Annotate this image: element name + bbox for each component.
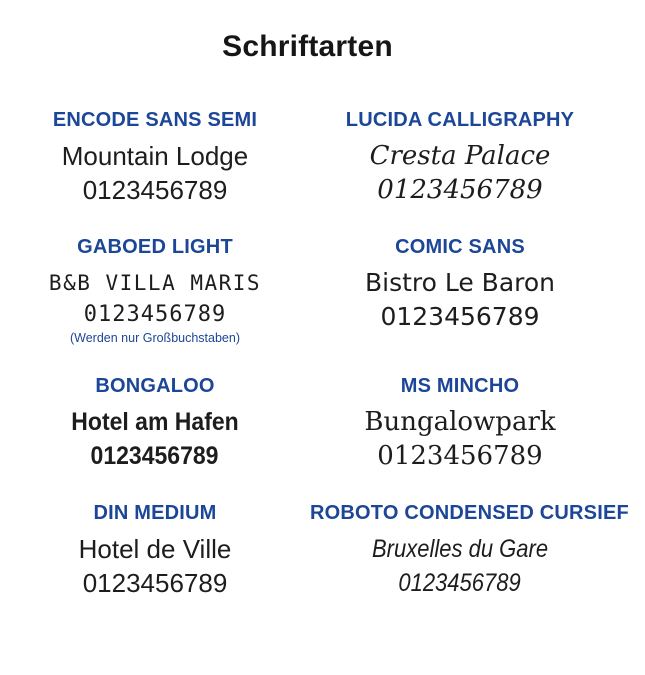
font-sample-digits: 0123456789 bbox=[82, 175, 228, 205]
font-sample-text: Bruxelles du Gare bbox=[371, 535, 549, 563]
font-sample-text: Hotel am Hafen bbox=[71, 408, 239, 436]
font-sample-digits: 0123456789 bbox=[82, 568, 228, 598]
font-sample-ms-mincho bbox=[310, 374, 610, 473]
font-sample-text: Cresta Palace bbox=[369, 141, 551, 171]
font-sample-encode-sans-semi bbox=[0, 108, 310, 207]
font-sample-text: Hotel de Ville bbox=[78, 534, 232, 564]
font-sample-digits: 0123456789 bbox=[377, 175, 543, 205]
font-name-label: ENCODE SANS SEMI bbox=[52, 109, 258, 131]
font-sample-digits: 0123456789 bbox=[377, 441, 543, 471]
font-name-label: DIN MEDIUM bbox=[93, 502, 217, 524]
font-sample-text: B&B VILLA MARIS bbox=[48, 271, 262, 295]
font-name-label: ROBOTO CONDENSED CURSIEF bbox=[310, 502, 629, 524]
font-sample-lucida-calligraphy bbox=[310, 108, 610, 207]
font-name-label: LUCIDA CALLIGRAPHY bbox=[345, 109, 575, 131]
font-sample-grid bbox=[0, 108, 645, 600]
font-sample-digits: 0123456789 bbox=[83, 302, 227, 327]
font-sample-text: Bungalowpark bbox=[364, 407, 556, 437]
font-name-label: COMIC SANS bbox=[395, 236, 525, 258]
font-sample-bongaloo bbox=[0, 374, 310, 473]
font-name-label: MS MINCHO bbox=[400, 375, 520, 397]
font-sample-comic-sans bbox=[310, 235, 610, 346]
font-sample-digits: 0123456789 bbox=[91, 442, 219, 470]
font-sample-gaboed-light bbox=[0, 235, 310, 346]
font-name-label: GABOED LIGHT bbox=[77, 236, 233, 258]
font-sample-digits: 0123456789 bbox=[380, 302, 540, 331]
font-sample-text: Mountain Lodge bbox=[61, 141, 249, 171]
font-sample-roboto-condensed-cursief bbox=[310, 501, 629, 600]
page-title: Schriftarten bbox=[222, 30, 393, 63]
font-sample-note: (Werden nur Großbuchstaben) bbox=[70, 331, 240, 345]
font-sample-din-medium bbox=[0, 501, 310, 600]
font-sample-digits: 0123456789 bbox=[398, 569, 522, 597]
font-sample-text: Bistro Le Baron bbox=[364, 268, 556, 297]
font-name-label: BONGALOO bbox=[95, 375, 215, 397]
